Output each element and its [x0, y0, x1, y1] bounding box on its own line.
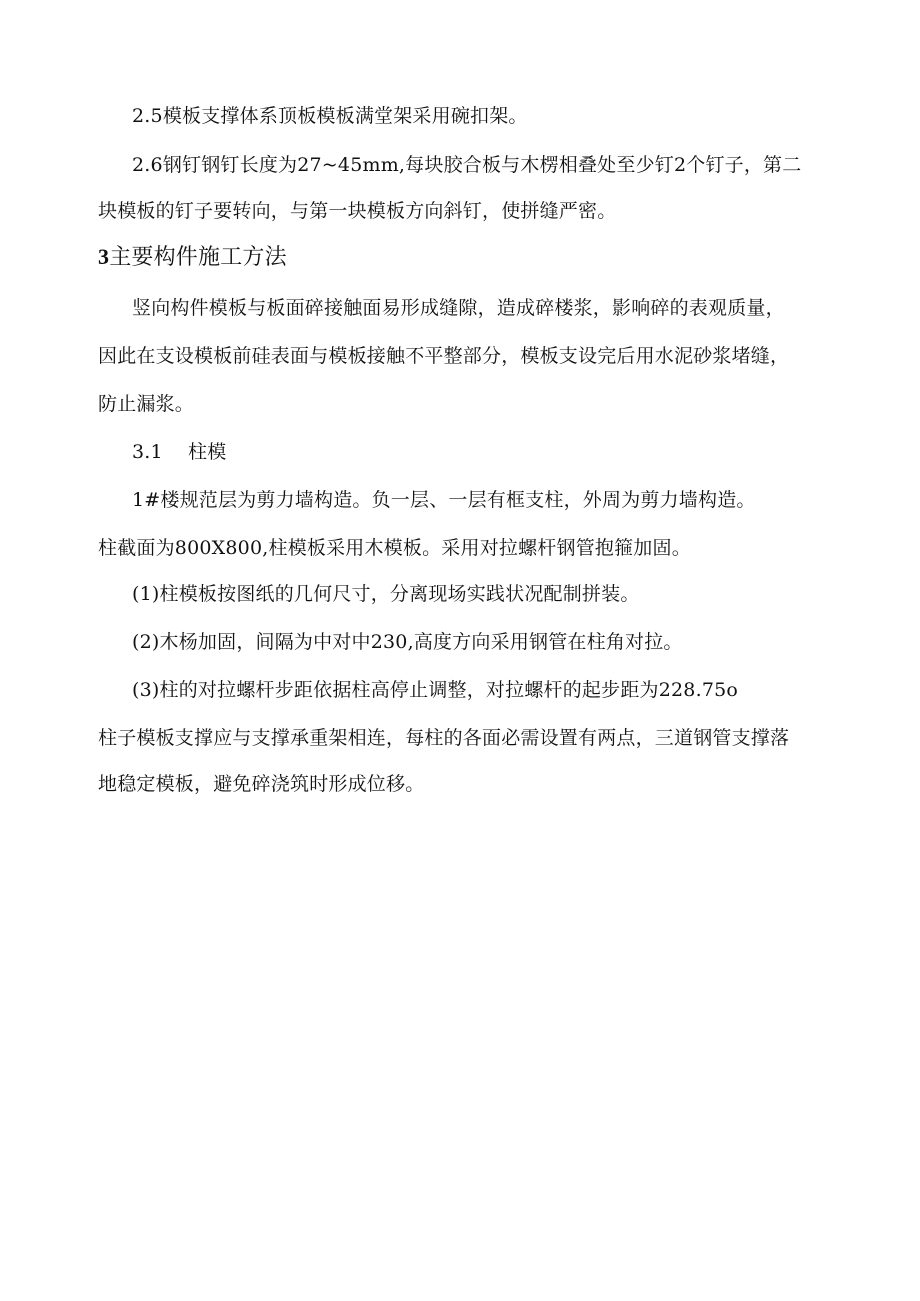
section-3-number: 3 — [98, 244, 110, 269]
sub-3-1-item3: (3)柱的对拉螺杆步距依据柱高停止调整，对拉螺杆的起步距为228.75o — [132, 679, 739, 701]
sub-3-1-item1: (1)柱模板按图纸的几何尺寸，分离现场实践状况配制拼装。 — [132, 583, 640, 605]
subsection-3-1-heading — [132, 440, 226, 464]
sub-3-1-item2: (2)木杨加固，间隔为中对中230,高度方向采用钢管在柱角对拉。 — [132, 631, 683, 653]
section-3-intro-line1: 竖向构件模板与板面碎接触面易形成缝隙，造成碎楼浆，影响碎的表观质量， — [132, 297, 785, 319]
item-2-5: 2.5模板支撑体系顶板模板满堂架采用碗扣架。 — [132, 105, 528, 127]
sub-3-1-para1-line2: 柱截面为800X800,柱模板采用木模板。采用对拉螺杆钢管抱箍加固。 — [98, 537, 691, 559]
subsection-3-1-number: 3.1 — [132, 441, 163, 463]
section-3-intro-line2: 因此在支设模板前硅表面与模板接触不平整部分，模板支设完后用水泥砂浆堵缝， — [98, 345, 790, 367]
item-2-6-line1: 2.6钢钉钢钉长度为27~45mm,每块胶合板与木楞相叠处至少钉2个钉子，第二 — [132, 154, 802, 176]
section-3-title: 主要构件施工方法 — [109, 245, 287, 270]
section-3-intro-line3: 防止漏浆。 — [98, 393, 195, 415]
section-3-heading — [98, 243, 287, 272]
subsection-3-1-title: 柱模 — [188, 441, 227, 463]
sub-3-1-para1-line1: 1#楼规范层为剪力墙构造。负一层、一层有框支柱，外周为剪力墙构造。 — [132, 489, 756, 511]
item-2-6-line2: 块模板的钉子要转向，与第一块模板方向斜钉，使拼缝严密。 — [98, 200, 617, 222]
sub-3-1-para2-line1: 柱子模板支撑应与支撑承重架相连，每柱的各面必需设置有两点，三道钢管支撑落 — [98, 727, 790, 749]
sub-3-1-para2-line2: 地稳定模板，避免碎浇筑时形成位移。 — [98, 773, 425, 795]
